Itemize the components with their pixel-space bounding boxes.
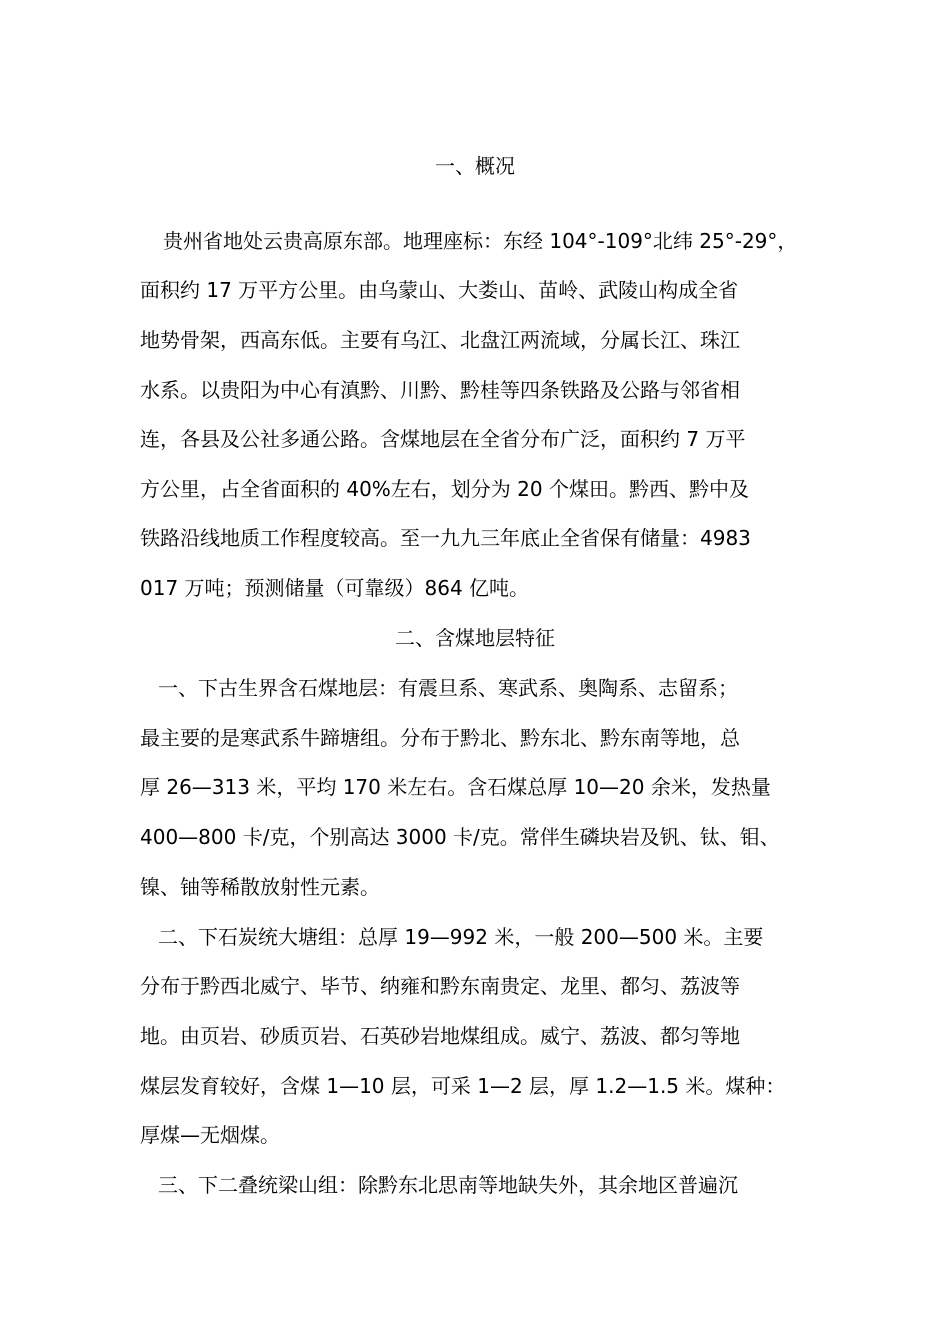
strata-paragraph-1-line: 一、下古生界含石煤地层：有震旦系、寒武系、奥陶系、志留系；	[158, 676, 738, 700]
strata-paragraph-2-line: 二、下石炭统大塘组：总厚 19—992 米，一般 200—500 米。主要	[158, 925, 764, 949]
strata-paragraph-2-line: 地。由页岩、砂质页岩、石英砂岩地煤组成。威宁、荔波、都匀等地	[140, 1024, 740, 1048]
overview-line: 017 万吨；预测储量（可靠级）864 亿吨。	[140, 576, 530, 600]
overview-line: 铁路沿线地质工作程度较高。至一九九三年底止全省保有储量：4983	[140, 526, 751, 550]
strata-paragraph-1-line: 镍、铀等稀散放射性元素。	[140, 875, 380, 899]
strata-paragraph-1-line: 厚 26—313 米，平均 170 米左右。含石煤总厚 10—20 余米，发热量	[140, 775, 771, 799]
strata-paragraph-1-line: 最主要的是寒武系牛蹄塘组。分布于黔北、黔东北、黔东南等地，总	[140, 726, 740, 750]
overview-line: 贵州省地处云贵高原东部。地理座标：东经 104°-109°北纬 25°-29°，	[163, 229, 798, 253]
strata-paragraph-2-line: 厚煤—无烟煤。	[140, 1123, 280, 1147]
strata-paragraph-3-line: 三、下二叠统梁山组：除黔东北思南等地缺失外，其余地区普遍沉	[158, 1173, 738, 1197]
section-heading-overview: 一、概况	[435, 154, 515, 178]
overview-line: 连，各县及公社多通公路。含煤地层在全省分布广泛，面积约 7 万平	[140, 427, 746, 451]
overview-line: 水系。以贵阳为中心有滇黔、川黔、黔桂等四条铁路及公路与邻省相	[140, 378, 740, 402]
overview-line: 地势骨架，西高东低。主要有乌江、北盘江两流域，分属长江、珠江	[140, 328, 740, 352]
section-heading-coal-strata: 二、含煤地层特征	[395, 626, 555, 650]
overview-line: 方公里，占全省面积的 40%左右，划分为 20 个煤田。黔西、黔中及	[140, 477, 749, 501]
strata-paragraph-2-line: 分布于黔西北威宁、毕节、纳雍和黔东南贵定、龙里、都匀、荔波等	[140, 974, 740, 998]
overview-line: 面积约 17 万平方公里。由乌蒙山、大娄山、苗岭、武陵山构成全省	[140, 278, 739, 302]
strata-paragraph-2-line: 煤层发育较好，含煤 1—10 层，可采 1—2 层，厚 1.2—1.5 米。煤种：	[140, 1074, 786, 1098]
strata-paragraph-1-line: 400—800 卡/克，个别高达 3000 卡/克。常伴生磷块岩及钒、钛、钼、	[140, 825, 780, 849]
